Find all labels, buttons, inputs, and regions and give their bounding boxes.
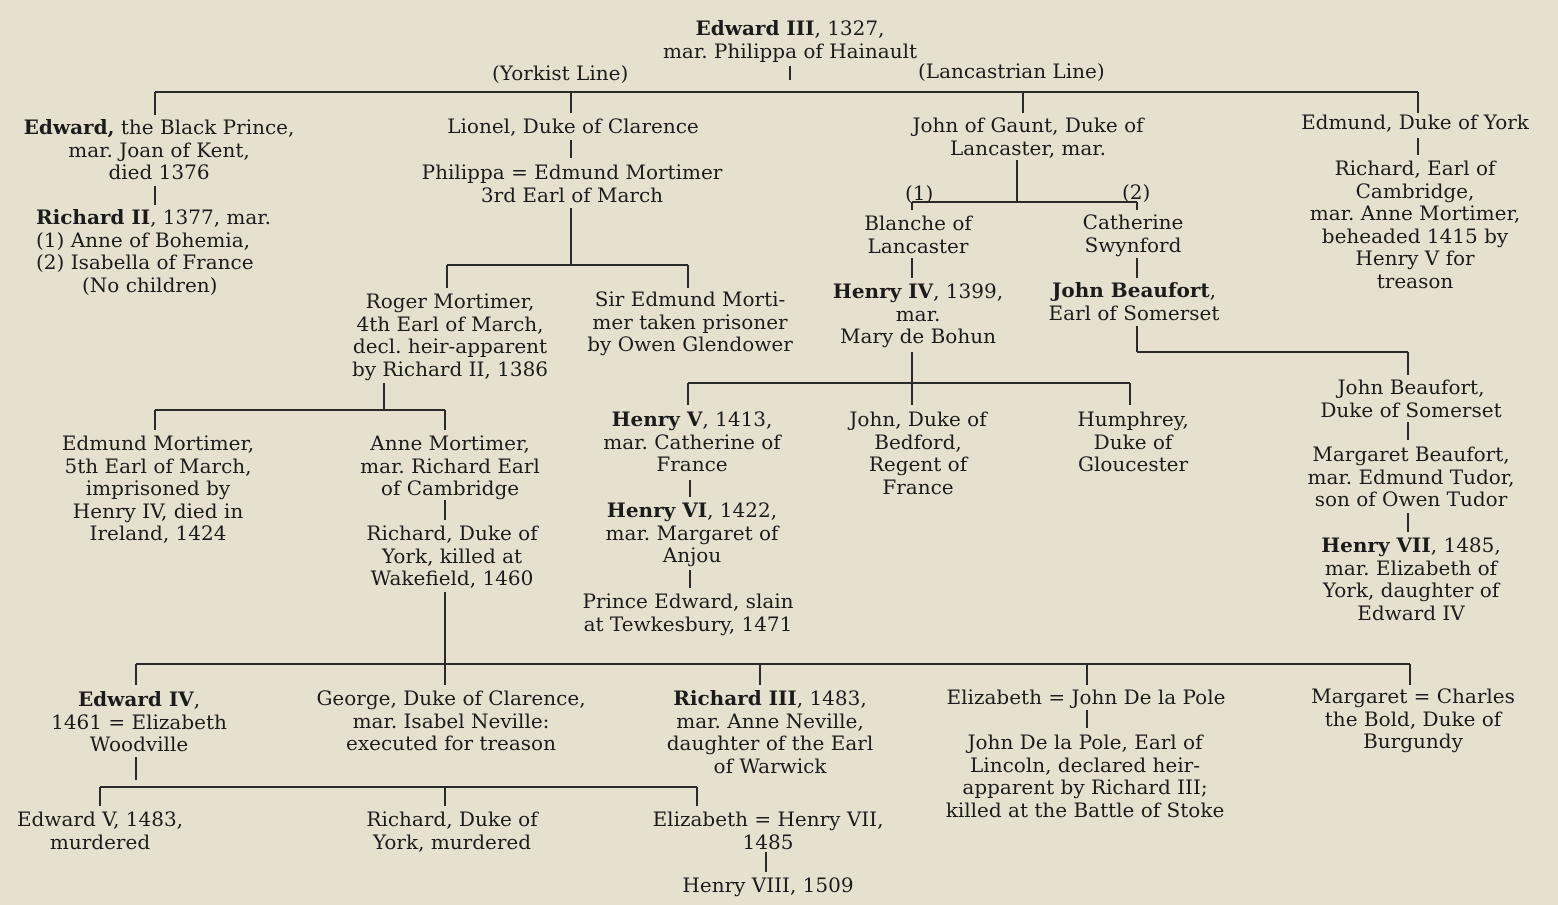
edmund-mortimer-node: Edmund Mortimer, 5th Earl of March, imprisoned by Henry IV, died in Ireland, 1424	[61, 431, 255, 545]
earl-of-lincoln-node: John De la Pole, Earl of Lincoln, declared heir- apparent by Richard III; killed at the Battle of Stoke	[945, 730, 1225, 822]
black-prince-node: Edward, the Black Prince, mar. Joan of Kent, died 1376	[23, 115, 295, 184]
first-marriage-label: (1)	[905, 181, 934, 205]
john-beaufort-earl-node: John Beaufort, Earl of Somerset	[1048, 278, 1220, 325]
blanche-node: Blanche of Lancaster	[864, 211, 972, 258]
henry-vii-node: Henry VII, 1485, mar. Elizabeth of York, daughter of Edward IV	[1321, 533, 1501, 625]
node-name: Edward III	[695, 16, 815, 40]
edward-iii-node: Edward III, 1327, mar. Philippa of Hainault	[662, 16, 918, 63]
john-beaufort-duke-node: John Beaufort, Duke of Somerset	[1320, 375, 1502, 422]
henry-v-node: Henry V, 1413, mar. Catherine of France	[603, 407, 781, 476]
george-clarence-node: George, Duke of Clarence, mar. Isabel Neville: executed for treason	[316, 686, 586, 755]
lionel-node: Lionel, Duke of Clarence	[447, 114, 699, 138]
richard-iii-node: Richard III, 1483, mar. Anne Neville, daughter of the Earl of Warwick	[666, 686, 874, 778]
anne-mortimer-node: Anne Mortimer, mar. Richard Earl of Cambridge	[360, 431, 540, 500]
elizabeth-henry-vii-node: Elizabeth = Henry VII, 1485	[652, 807, 884, 854]
edward-iv-node: Edward IV, 1461 = Elizabeth Woodville	[51, 687, 227, 756]
margaret-beaufort-node: Margaret Beaufort, mar. Edmund Tudor, son of Owen Tudor	[1307, 442, 1515, 511]
richard-ii-node: Richard II, 1377, mar. (1) Anne of Bohemia, (2) Isabella of France (No children)	[36, 205, 272, 297]
edmund-duke-of-york-node: Edmund, Duke of York	[1301, 110, 1529, 134]
catherine-swynford-node: Catherine Swynford	[1082, 210, 1184, 257]
lancastrian-line-label: (Lancastrian Line)	[918, 59, 1105, 83]
roger-mortimer-node: Roger Mortimer, 4th Earl of March, decl. heir-apparent by Richard II, 1386	[351, 289, 549, 381]
henry-vi-node: Henry VI, 1422, mar. Margaret of Anjou	[605, 498, 779, 567]
richard-york-murdered-node: Richard, Duke of York, murdered	[366, 807, 538, 854]
philippa-node: Philippa = Edmund Mortimer 3rd Earl of March	[421, 160, 723, 207]
humphrey-node: Humphrey, Duke of Gloucester	[1077, 407, 1189, 476]
edward-v-node: Edward V, 1483, murdered	[16, 807, 184, 854]
bedford-node: John, Duke of Bedford, Regent of France	[849, 407, 987, 499]
yorkist-line-label: (Yorkist Line)	[492, 61, 629, 85]
henry-iv-node: Henry IV, 1399, mar. Mary de Bohun	[832, 279, 1004, 348]
elizabeth-de-la-pole-node: Elizabeth = John De la Pole	[946, 685, 1226, 709]
henry-viii-node: Henry VIII, 1509	[682, 873, 854, 897]
richard-duke-of-york-node: Richard, Duke of York, killed at Wakefield, 1460	[366, 521, 538, 590]
margaret-charles-node: Margaret = Charles the Bold, Duke of Burgundy	[1311, 684, 1515, 753]
richard-earl-of-cambridge-node: Richard, Earl of Cambridge, mar. Anne Mortimer, beheaded 1415 by Henry V for treason	[1309, 156, 1521, 293]
second-marriage-label: (2)	[1122, 180, 1151, 204]
prince-edward-node: Prince Edward, slain at Tewkesbury, 1471	[582, 589, 794, 636]
sir-edmund-mortimer-node: Sir Edmund Morti- mer taken prisoner by Owen Glendower	[587, 287, 793, 356]
john-of-gaunt-node: John of Gaunt, Duke of Lancaster, mar.	[912, 113, 1144, 160]
